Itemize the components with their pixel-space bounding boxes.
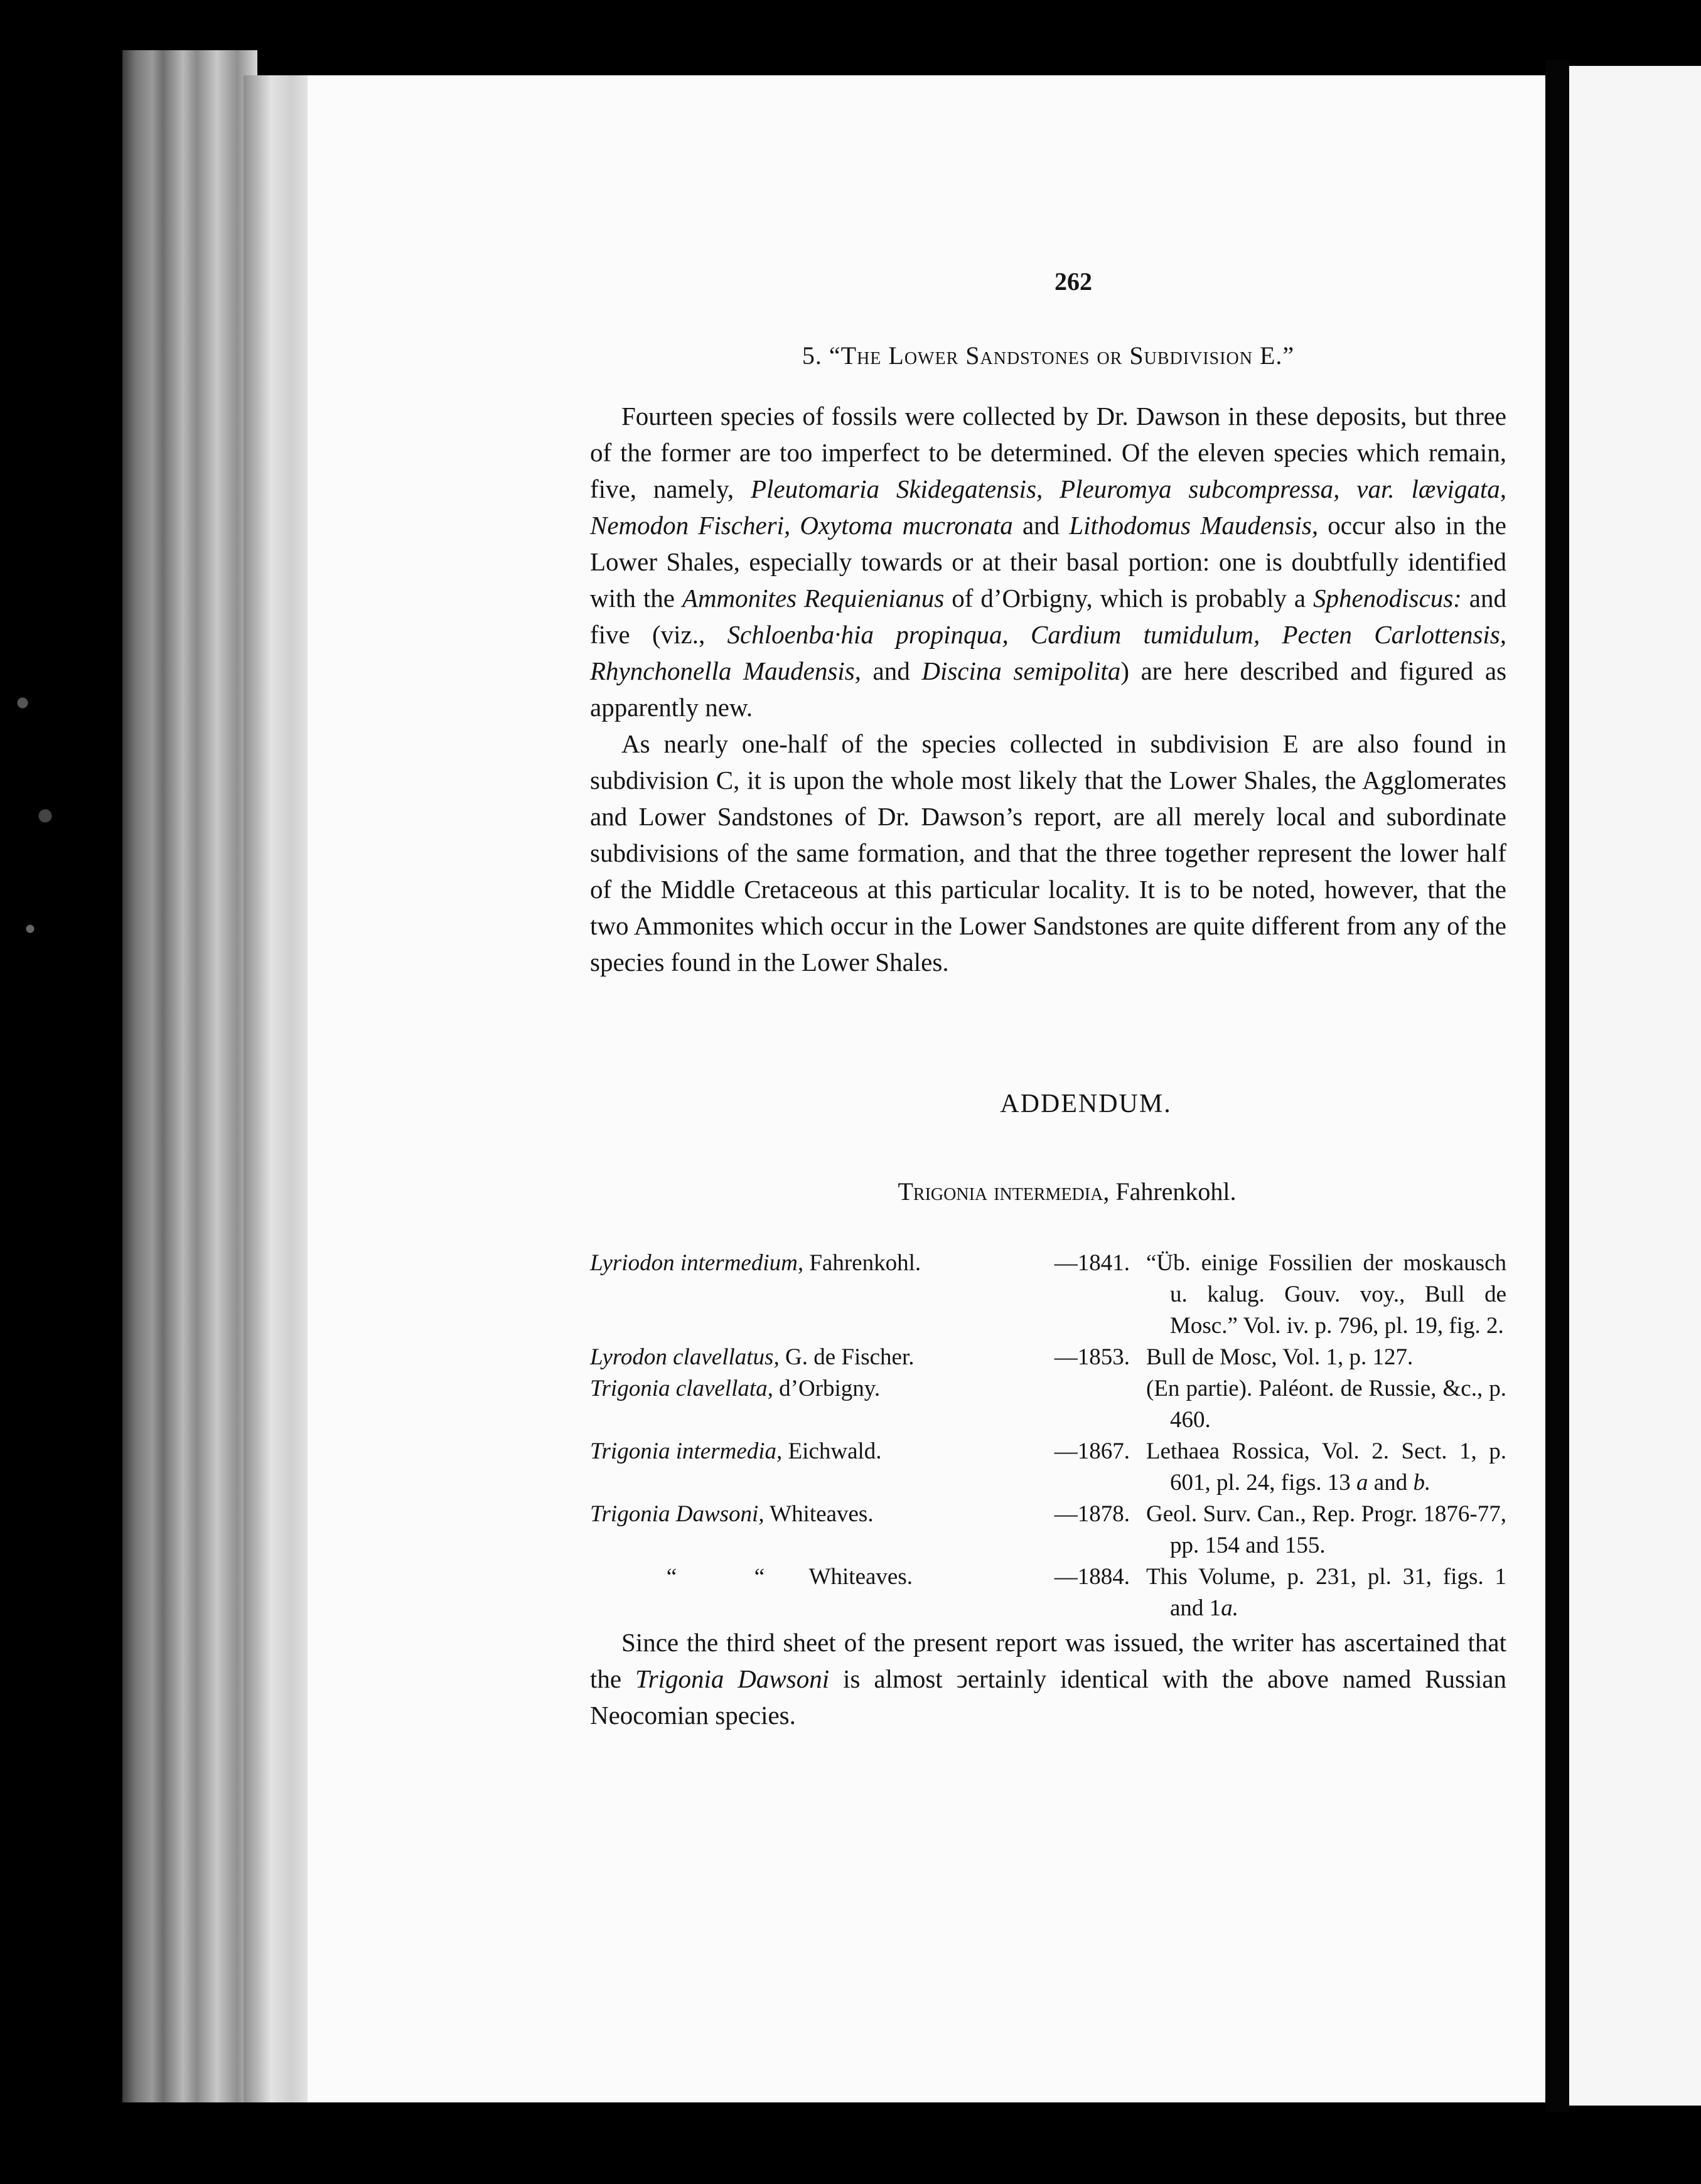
synonymy-row: Trigonia intermedia, Eichwald. —1867. Lethaea Rossica, Vol. 2. Sect. 1, p. 601, pl. 24, figs. 13 a and b. bbox=[590, 1438, 1506, 1496]
synonymy-row: Lyriodon intermedium, Fahrenkohl. —1841. “Üb. einige Fossilien der moskausch u. kalug. Gouv. voy., Bull de Mosc.” Vol. iv. p. 796, pl. 19, fig. 2. bbox=[590, 1250, 1506, 1339]
synonymy-row: Trigonia Dawsoni, Whiteaves. —1878. Geol. Surv. Can., Rep. Progr. 1876-77, pp. 154 and 155. bbox=[590, 1501, 1506, 1558]
synonymy-row: Lyrodon clavellatus, G. de Fischer. —1853. Bull de Mosc, Vol. 1, p. 127. bbox=[590, 1344, 1414, 1370]
ditto-mark: “ bbox=[754, 1564, 765, 1590]
addendum-heading: ADDENDUM. bbox=[1000, 1089, 1172, 1118]
synonymy-row: “ “ Whiteaves. —1884. This Volume, p. 231, pl. 31, figs. 1 and 1a. bbox=[590, 1561, 1506, 1624]
gutter-shadow bbox=[1545, 60, 1569, 2112]
section-heading: 5. “The Lower Sandstones or Subdivision E.” bbox=[802, 341, 1295, 370]
scan-specks bbox=[0, 628, 75, 1004]
next-page-sliver bbox=[1569, 66, 1701, 2106]
synonymy-row: Trigonia clavellata, d’Orbigny. (En partie). Paléont. de Russie, &c., p. 460. bbox=[590, 1376, 1506, 1433]
species-heading: Trigonia intermedia, Fahrenkohl. bbox=[898, 1177, 1237, 1206]
page-content bbox=[590, 264, 1506, 1733]
paragraph-fossil-species: Fourteen species of fossils were collected by Dr. Dawson in these deposits, but three of the former are too imperfect to be determined. Of the eleven species which remain, five, namely, Pleutomaria Skidegatensis, Pleuromya subcompressa, var. lævigata, Nemodon Fischeri, Oxytoma mucronata and Lithodomus Maudensis, occur also in the Lower Shales, especially towards or at their basal portion: one is doubtfully identified with the Ammonites Requienianus of d’Orbigny, which is probably a Sphenodiscus: and five (viz., Schloenba·hia propinqua, Cardium tumidulum, Pecten Carlottensis, Rhynchonella Maudensis, and Discina semipolita) are here described and figured as apparently new. bbox=[590, 402, 1507, 722]
book-page-edges bbox=[122, 50, 257, 2102]
paragraph-subdivisions: As nearly one-half of the species collected in subdivision E are also found in subdivision C, it is upon the whole most likely that the Lower Shales, the Agglomerates and Lower Sandstones of Dr. Dawson’s report, are all merely local and subordinate subdivisions of the same formation, and that the three together represent the lower half of the Middle Cretaceous at this particular locality. It is to be noted, however, that the two Ammonites which occur in the Lower Sandstones are quite different from any of the species found in the Lower Shales. bbox=[590, 729, 1506, 977]
book-inner-edge bbox=[244, 75, 313, 2102]
ditto-mark: “ bbox=[666, 1564, 677, 1590]
page-number: 262 bbox=[1054, 267, 1092, 296]
paragraph-closing: Since the third sheet of the present report was issued, the writer has ascertained that the Trigonia Dawsoni is almost ↄertainly identical with the above named Russian Neocomian species. bbox=[590, 1628, 1506, 1730]
synonymy-table bbox=[590, 1248, 1506, 1624]
